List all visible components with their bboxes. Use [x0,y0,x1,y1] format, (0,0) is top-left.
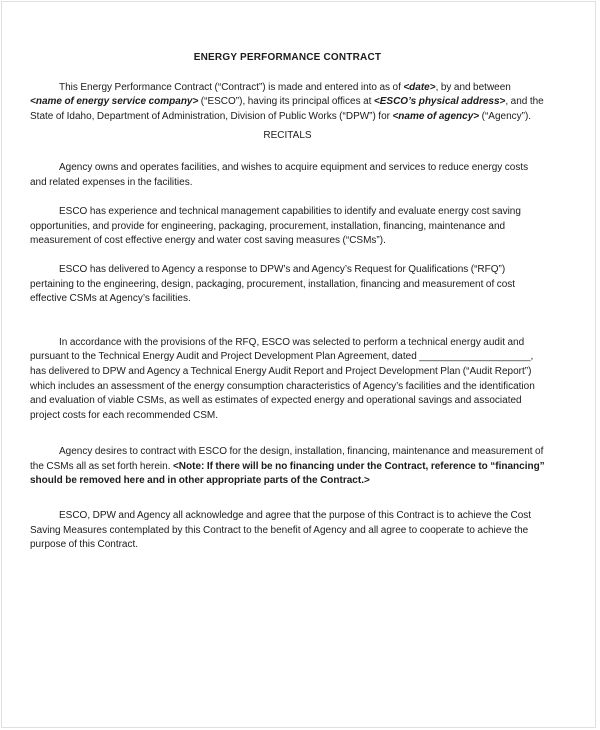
recitals-heading: RECITALS [263,130,312,142]
text-segment: In accordance with the provisions of the RFQ, ESCO was selected to perform a technical energy audit and pursuant to the Technical Energy Audit and Project Development Plan Agreement, dated ____________________, has delivered to DPW and Agency a Technical Energy Audit Report and Project Development Plan (“Audit Report”) which includes an assessment of the energy consumption characteristics of Agency’s facilities and the identification and evaluation of viable CSMs, as well as estimates of expected energy and operational savings and associated project costs for each recommended CSM. [30,336,535,421]
text-segment: Agency desires to contract with ESCO for the design, installation, financing, maintenance and measurement of the CSMs all as set forth herein. [30,446,544,472]
text-segment: , and the State of Idaho, Department of Administration, Division of Public Works (“DPW”) for [30,96,544,122]
text-segment: Agency owns and operates facilities, and wishes to acquire equipment and services to reduce energy costs and related expenses in the facilities. [30,161,529,188]
text-segment: <name of agency> [392,110,480,122]
text-segment: <Note: If there will be no financing under the Contract, reference to “financing” should be removed here and in other appropriate parts of the Contract.> [30,460,545,487]
text-segment: <ESCO’s physical address> [373,96,506,108]
text-segment: (“ESCO”), having its principal offices at [198,96,374,108]
text-segment: , by and between [435,81,511,93]
document-title: ENERGY PERFORMANCE CONTRACT [193,52,382,63]
text-segment: <name of energy service company> [30,96,199,108]
text-segment: <date> [403,81,436,93]
paragraph-parties-intro [30,81,545,125]
paragraph-esco-rfq-response [30,263,545,307]
text-segment: ESCO has delivered to Agency a response to DPW’s and Agency’s Request for Qualifications (“RFQ”) pertaining to the engineering, design, packaging, procurement, installation, financing and measurement of cost effective CSMs at Agency’s facilities. [30,263,516,305]
text-segment: ESCO has experience and technical management capabilities to identify and evaluate energy cost saving opportunities, and provide for engineering, packaging, procurement, installation, financing, maintenance and measurement of cost effective energy and water cost saving measures (“CSMs”). [30,206,521,247]
contract-document-page [1,1,596,728]
text-segment: This Energy Performance Contract (“Contract”) is made and entered into as of [59,81,404,93]
paragraph-agency-owns-facilities [30,161,545,190]
paragraph-agency-desires-contract [30,445,545,489]
text-segment: ESCO, DPW and Agency all acknowledge and agree that the purpose of this Contract is to achieve the Cost Saving Measures contemplated by this Contract to the benefit of Agency and all agree to cooperate to achieve the purpose of this Contract. [30,510,532,551]
paragraph-esco-experience [30,205,545,249]
paragraph-purpose-acknowledgement [30,509,545,553]
paragraph-technical-energy-audit [30,336,545,424]
text-segment: (“Agency”). [479,110,532,122]
